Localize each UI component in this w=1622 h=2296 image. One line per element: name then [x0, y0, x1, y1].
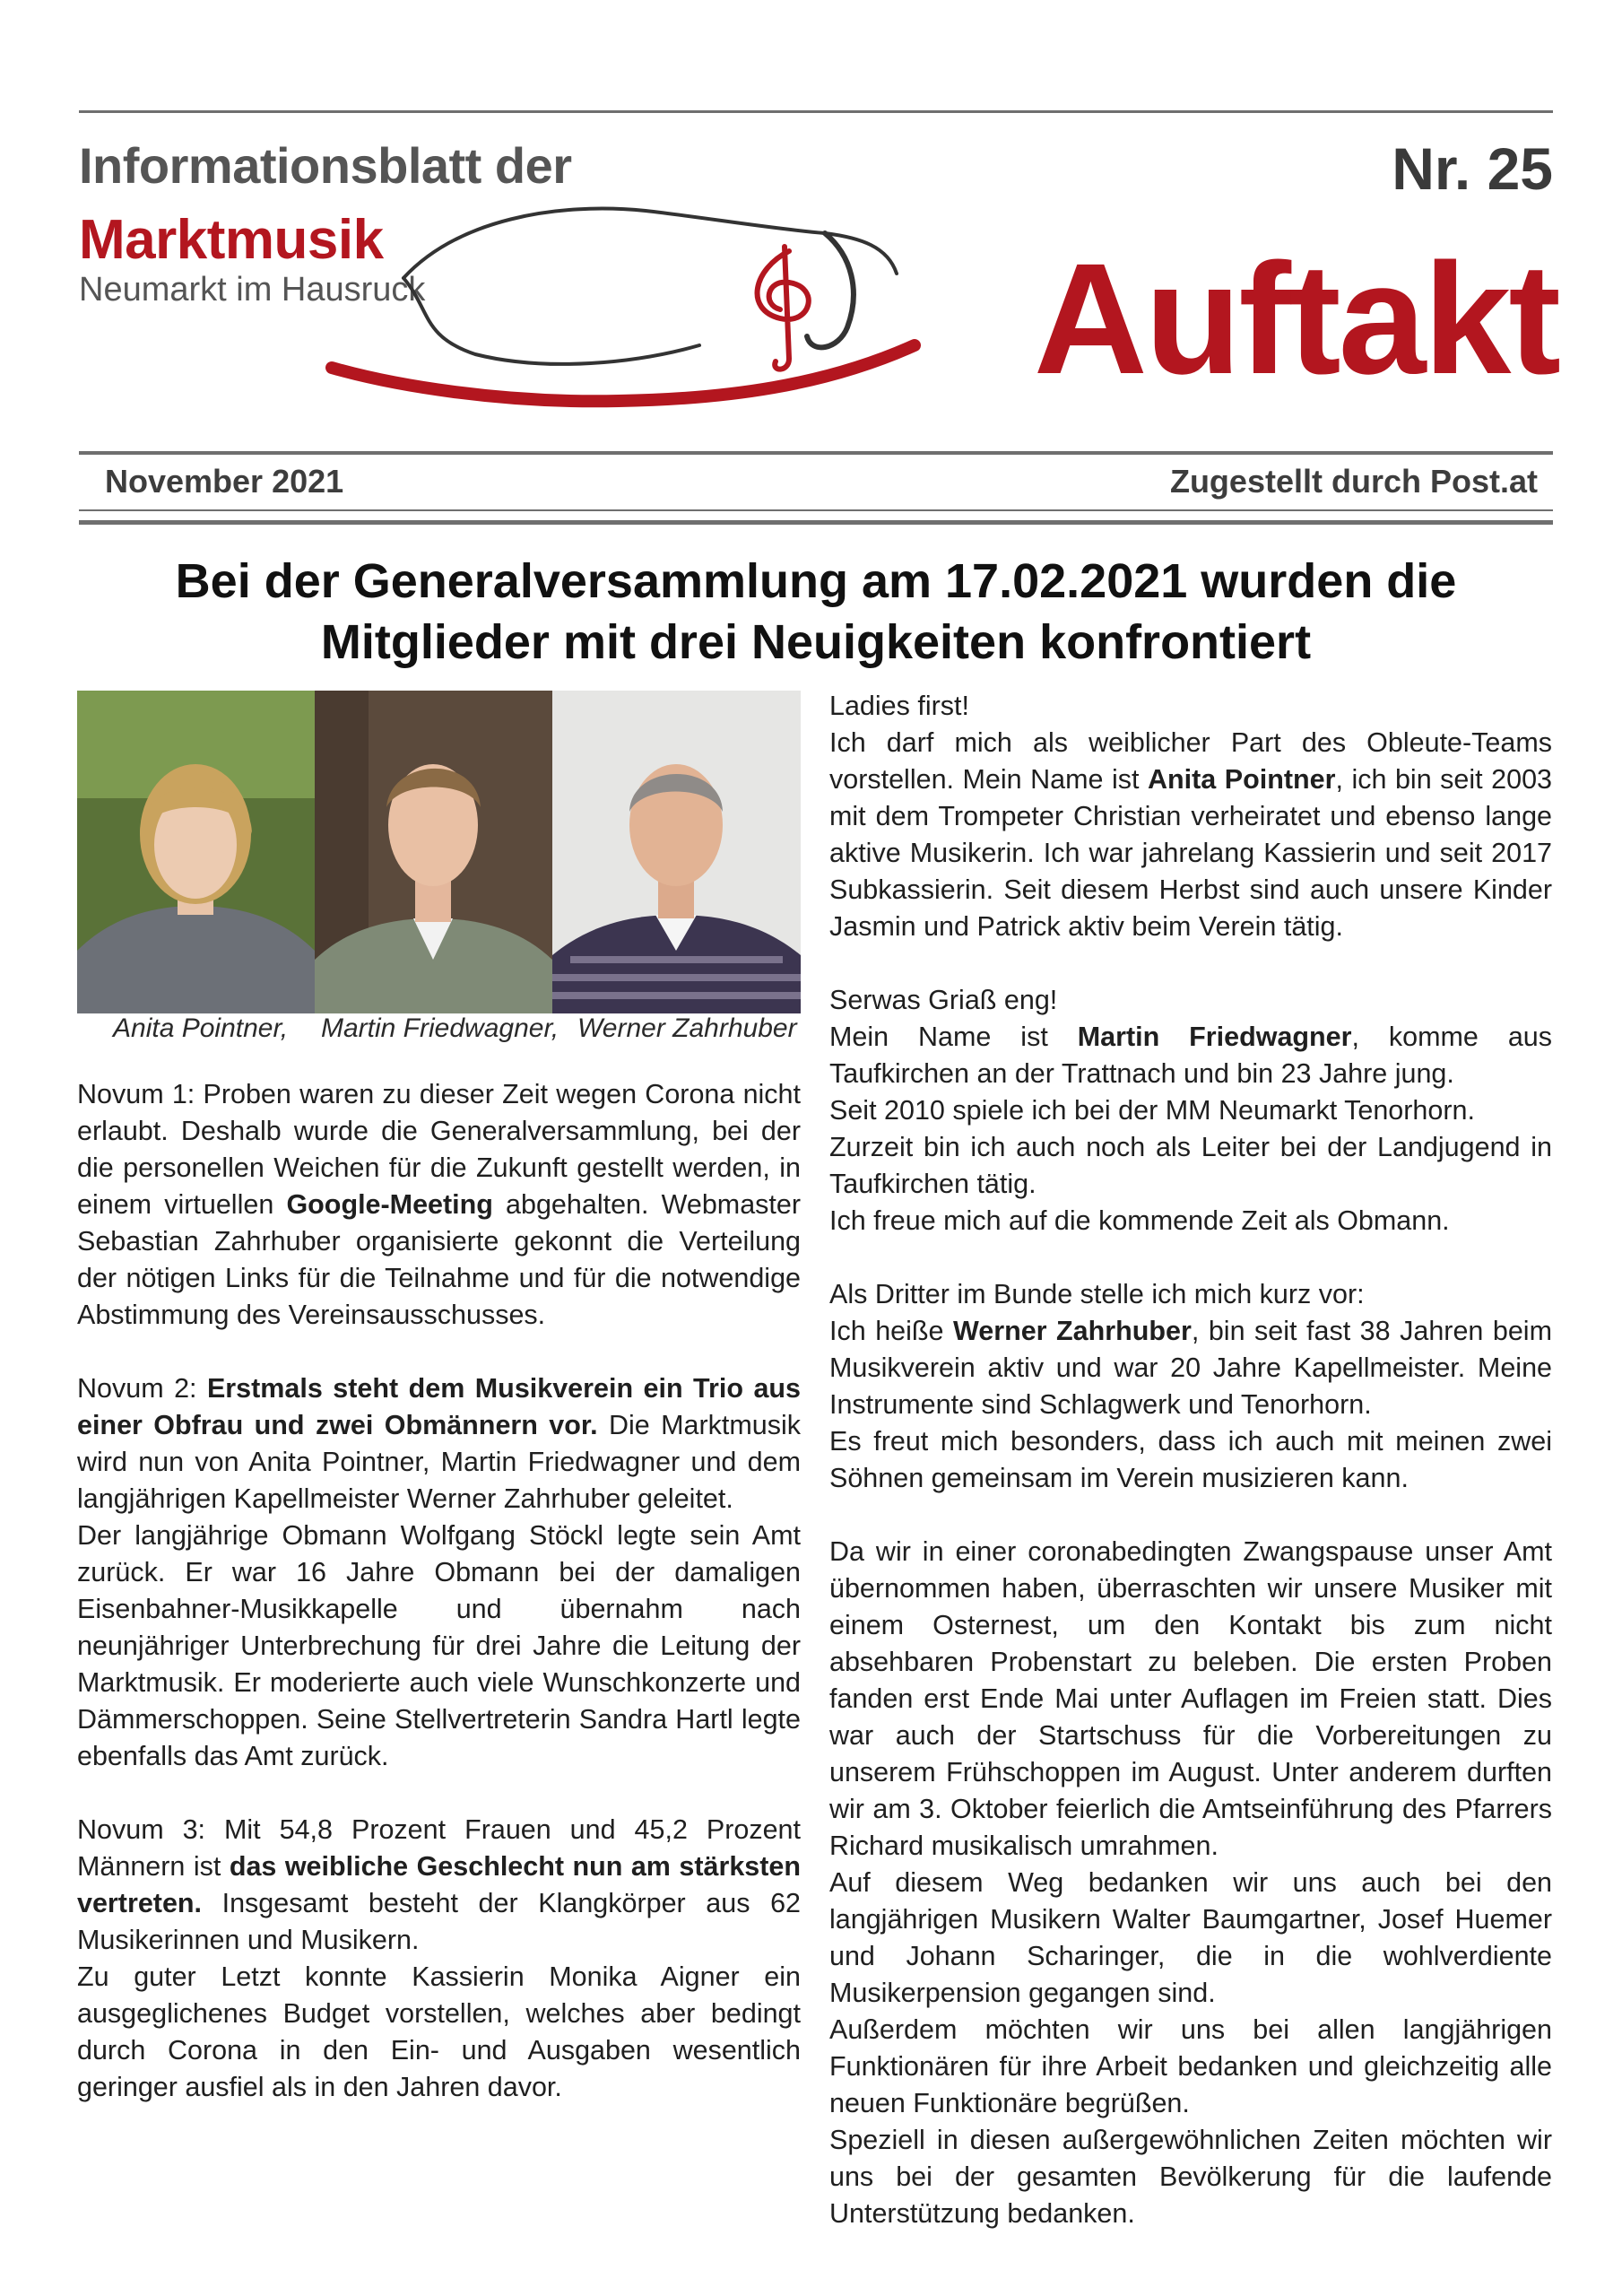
org-name: Marktmusik — [79, 209, 384, 271]
delivery-note: Zugestellt durch Post.at — [1169, 463, 1538, 500]
closing-text: Da wir in einer coronabedingten Zwangspause unser Amt übernommen haben, überraschten wir unsere Musiker mit einem Osternest, um den Kontakt bis zum nicht absehbaren Probenstart zu beleben. Die ersten Proben fanden erst Ende Mai unter Auflagen im Freien statt. Dies war auch der Startschuss für die Vorbereitungen zu unserem Frühschoppen im August. Unter anderem durften wir am 3. Oktober feierlich die Amtseinführung des Pfarrers Richard musikalisch umrahmen. — [829, 1536, 1552, 1861]
martin-intro-greeting: Serwas Griaß eng! — [829, 985, 1058, 1015]
werner-name-bold: Werner Zahrhuber — [953, 1316, 1192, 1346]
article-headline — [79, 551, 1553, 673]
caption-werner: Werner Zahrhuber — [577, 1013, 797, 1043]
werner-intro-paragraph — [829, 1276, 1552, 1497]
novum-3-text: Novum 3: Mit 54,8 Prozent Frauen und 45,2 Prozent Männern ist — [77, 1814, 801, 1882]
novum-3-paragraph — [77, 1812, 801, 2106]
caption-anita: Anita Pointner, — [113, 1013, 289, 1043]
photo-martin-friedwagner — [315, 691, 552, 1013]
martin-intro-paragraph — [829, 982, 1552, 1239]
photo-captions — [77, 1013, 801, 1049]
novum-1-text-2: abgehalten. Webmaster Sebastian Zahrhuber organisierte gekonnt die Verteilung der nötigen Links für die Teilnahme und für die notwendige Abstimmung des Vereinsausschusses. — [77, 1189, 802, 1330]
infobar-bottom-rule-2 — [79, 520, 1553, 525]
publication-label: Informationsblatt der — [79, 137, 572, 194]
novum-2-bold: Erstmals steht dem Musikverein ein Trio aus einer Obfrau und zwei Obmännern vor. — [77, 1373, 801, 1440]
martin-intro-line-4: Ich freue mich auf die kommende Zeit als Obmann. — [829, 1205, 1450, 1236]
anita-intro-greeting: Ladies first! — [829, 691, 969, 721]
werner-intro-line-2: Es freut mich besonders, dass ich auch mit meinen zwei Söhnen gemeinsam im Verein musizieren kann. — [829, 1426, 1552, 1493]
newsletter-title: Auftakt — [1033, 231, 1558, 407]
novum-2-paragraph — [77, 1370, 801, 1775]
anita-intro-text: Ich darf mich als weiblicher Part des Obleute-Teams vorstellen. Mein Name ist — [829, 727, 1552, 795]
novum-3-bold: das weibliche Geschlecht nun am stärksten vertreten. — [77, 1851, 802, 1918]
closing-line-4: Speziell in diesen außergewöhnlichen Zeiten möchten wir uns bei der gesamten Bevölkerung für die laufende Unterstützung bedanken. — [829, 2125, 1552, 2229]
werner-intro-greeting: Als Dritter im Bunde stelle ich mich kurz vor: — [829, 1279, 1365, 1309]
novum-1-paragraph — [77, 1076, 801, 1334]
closing-line-3: Außerdem möchten wir uns bei allen langjährigen Funktionären für ihre Arbeit bedanken und gleichzeitig alle neuen Funktionäre begrüßen. — [829, 2014, 1552, 2118]
right-column — [829, 688, 1552, 2232]
infobar-top-rule — [79, 451, 1553, 455]
martin-name-bold: Martin Friedwagner — [1077, 1022, 1352, 1052]
novum-3-line-2: Zu guter Letzt konnte Kassierin Monika Aigner ein ausgeglichenes Budget vorstellen, welches aber bedingt durch Corona in den Ein- und Ausgaben wesentlich geringer ausfiel als in den Jahren davor. — [77, 1961, 801, 2102]
top-rule — [79, 110, 1553, 113]
issue-date: November 2021 — [105, 463, 344, 500]
infobar-bottom-rule — [79, 509, 1553, 511]
issue-number: Nr. 25 — [1392, 135, 1553, 202]
photo-werner-zahrhuber — [552, 691, 801, 1013]
martin-intro-text: Mein Name ist — [829, 1022, 1078, 1052]
org-location: Neumarkt im Hausruck — [79, 271, 426, 309]
novum-2-text: Novum 2: — [77, 1373, 207, 1404]
closing-line-2: Auf diesem Weg bedanken wir uns auch bei den langjährigen Musikern Walter Baumgartner, Josef Huemer und Johann Scharinger, die in die wohlverdiente Musikerpension gegangen sind. — [829, 1867, 1552, 2008]
hat-treble-clef-logo — [323, 193, 950, 417]
martin-intro-line-2: Seit 2010 spiele ich bei der MM Neumarkt Tenorhorn. — [829, 1095, 1475, 1126]
novum-3-text-2: Insgesamt besteht der Klangkörper aus 62 Musikerinnen und Musikern. — [77, 1888, 801, 1955]
photo-anita-pointner — [77, 691, 315, 1013]
left-column — [77, 1076, 801, 2106]
novum-1-bold: Google-Meeting — [286, 1189, 493, 1220]
closing-paragraph — [829, 1534, 1552, 2232]
portrait-photos — [77, 691, 801, 1013]
headline-line-1: Bei der Generalversammlung am 17.02.2021 wurden die — [175, 554, 1457, 608]
martin-intro-line-3: Zurzeit bin ich auch noch als Leiter bei der Landjugend in Taufkirchen tätig. — [829, 1132, 1552, 1199]
anita-name-bold: Anita Pointner — [1148, 764, 1336, 795]
anita-intro-text-2: , ich bin seit 2003 mit dem Trompeter Christian verheiratet und ebenso lange aktive Musikerin. Ich war jahrelang Kassierin und seit 2017 Subkassierin. Seit diesem Herbst sind auch unsere Kinder Jasmin und Patrick aktiv beim Verein tätig. — [829, 764, 1553, 942]
martin-intro-text-2: , komme aus Taufkirchen an der Trattnach und bin 23 Jahre jung. — [829, 1022, 1552, 1089]
werner-intro-text: Ich heiße — [829, 1316, 953, 1346]
novum-2-text-2: Die Marktmusik wird nun von Anita Pointner, Martin Friedwagner und dem langjährigen Kapellmeister Werner Zahrhuber geleitet. — [77, 1410, 801, 1514]
novum-1-text: Novum 1: Proben waren zu dieser Zeit wegen Corona nicht erlaubt. Deshalb wurde die Generalversammlung, bei der die personellen Weichen für die Zukunft gestellt werden, in einem virtuellen — [77, 1079, 801, 1220]
novum-2-line-2: Der langjährige Obmann Wolfgang Stöckl legte sein Amt zurück. Er war 16 Jahre Obmann bei der damaligen Eisenbahner-Musikkapelle und übernahm nach neunjähriger Unterbrechung für drei Jahre die Leitung der Marktmusik. Er moderierte auch viele Wunschkonzerte und Dämmerschoppen. Seine Stellvertreterin Sandra Hartl legte ebenfalls das Amt zurück. — [77, 1520, 801, 1771]
caption-martin: Martin Friedwagner, — [321, 1013, 559, 1043]
headline-line-2: Mitglieder mit drei Neuigkeiten konfrontiert — [320, 615, 1312, 669]
anita-intro-paragraph — [829, 688, 1552, 945]
werner-intro-text-2: , bin seit fast 38 Jahren beim Musikverein aktiv und war 20 Jahre Kapellmeister. Meine Instrumente sind Schlagwerk und Tenorhorn. — [829, 1316, 1552, 1420]
